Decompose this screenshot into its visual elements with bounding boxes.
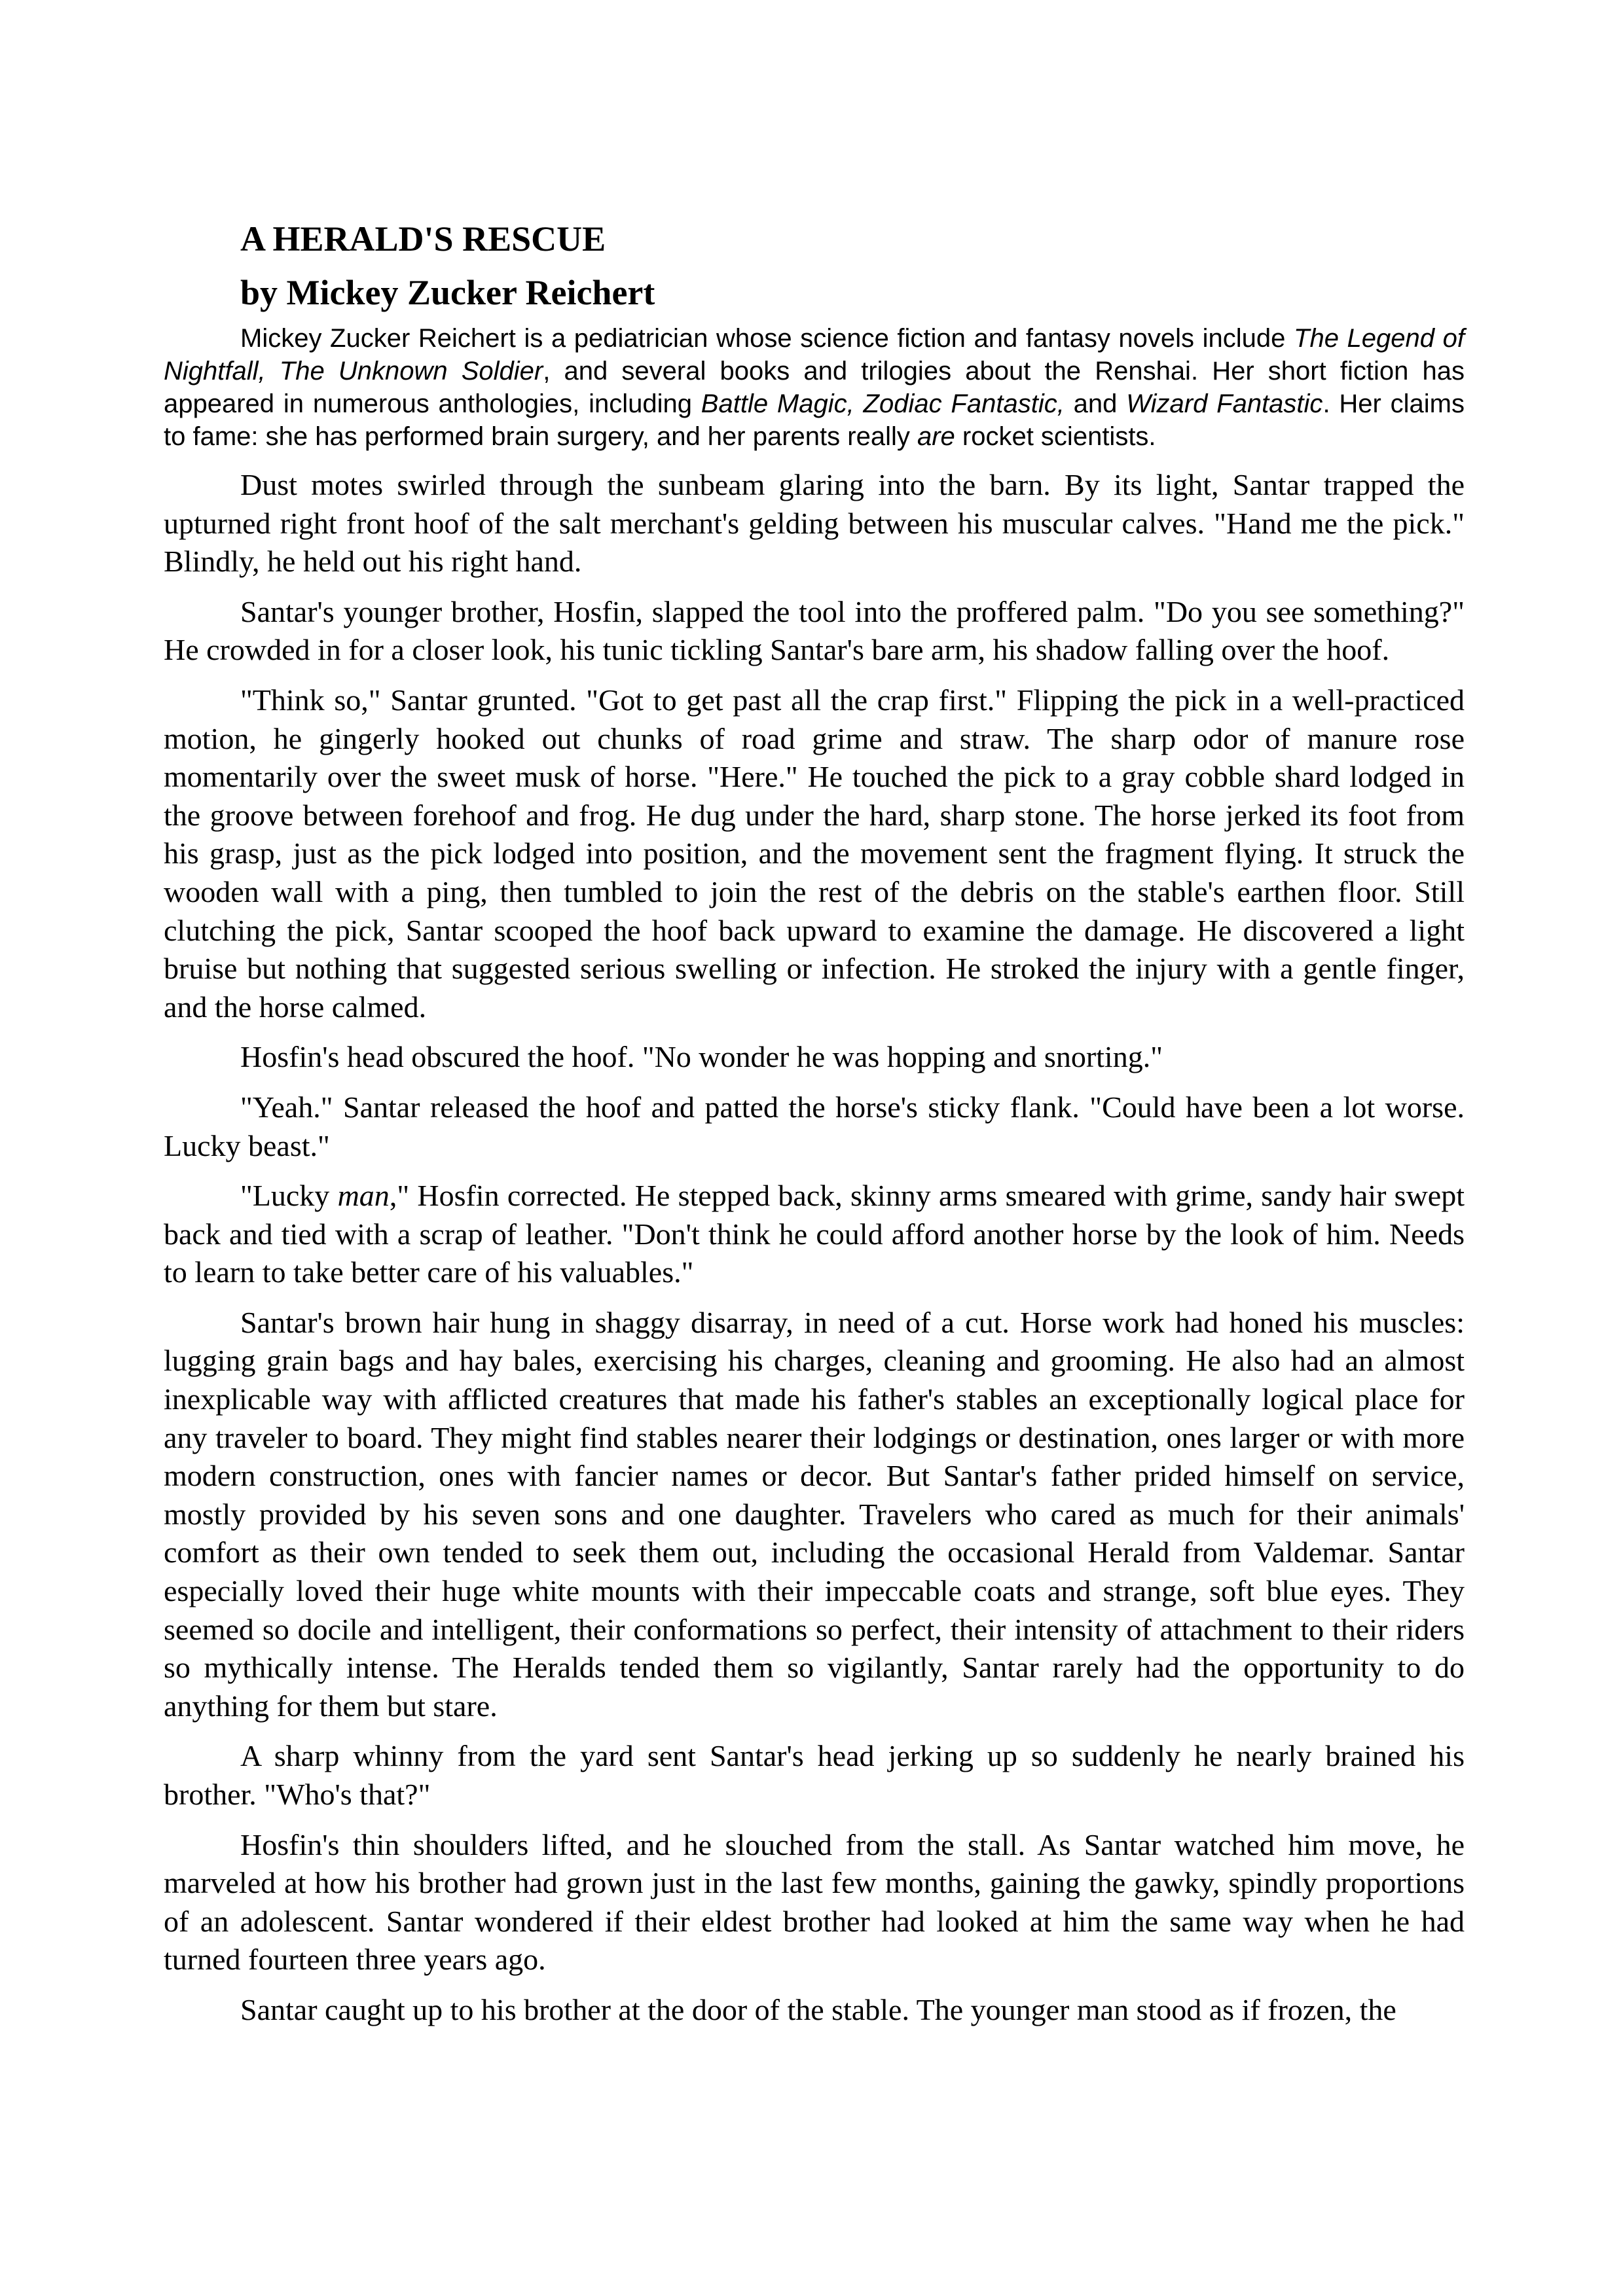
paragraph-6-start: "Lucky — [240, 1179, 338, 1213]
author-intro — [164, 322, 1465, 453]
paragraph-2: Santar's younger brother, Hosfin, slapped the tool into the proffered palm. "Do you see something?" He crowded in for a closer look, his tunic tickling Santar's bare arm, his shadow falling over the hoof. — [164, 594, 1465, 667]
paragraph-7: Santar's brown hair hung in shaggy disarray, in need of a cut. Horse work had honed his muscles: lugging grain bags and hay bales, exercising his charges, cleaning and grooming. He also had an almost inexplicable way with afflicted creatures that made his father's stables an exceptionally logical place for any traveler to board. They might find stables nearer their lodgings or destination, ones larger or with more modern construction, ones with fancier names or decor. But Santar's father prided himself on service, mostly provided by his seven sons and one daughter. Travelers who cared as much for their animals' comfort as their own tended to seek them out, including the occasional Herald from Valdemar. Santar especially loved their huge white mounts with their impeccable coats and strange, soft blue eyes. They seemed so docile and intelligent, their conformations so perfect, their intensity of attachment to their riders so mythically intense. The Heralds tended them so vigilantly, Santar rarely had the opportunity to do anything for them but stare. — [164, 1305, 1465, 1723]
document-page — [164, 216, 1465, 2041]
paragraph-8: A sharp whinny from the yard sent Santar's head jerking up so suddenly he nearly brained his brother. "Who's that?" — [164, 1739, 1465, 1811]
intro-text-4: . Her claims to fame: she has performed brain surgery, and her parents really — [164, 389, 1465, 451]
paragraph-3: "Think so," Santar grunted. "Got to get past all the crap first." Flipping the pick in a well-practiced motion, he gingerly hooked out chunks of road grime and straw. The sharp odor of manure rose momentarily over the sweet musk of horse. "Here." He touched the pick to a gray cobble shard lodged in the groove between forehoof and frog. He dug under the hard, sharp stone. The horse jerked its foot from his grasp, just as the pick lodged into position, and the movement sent the fragment flying. It struck the wooden wall with a ping, then tumbled to join the rest of the debris on the stable's earthen floor. Still clutching the pick, Santar scooped the hoof back upward to examine the damage. He discovered a light bruise but nothing that suggested serious swelling or infection. He stroked the injury with a gentle finger, and the horse calmed. — [164, 683, 1465, 1024]
paragraph-1: Dust motes swirled through the sunbeam glaring into the barn. By its light, Santar trapped the upturned right front hoof of the salt merchant's gelding between his muscular calves. "Hand me the pick." Blindly, he held out his right hand. — [164, 468, 1465, 579]
paragraph-6-rest: ," Hosfin corrected. He stepped back, skinny arms smeared with grime, sandy hair swept back and tied with a scrap of leather. "Don't think he could afford another horse by the look of him. Needs to learn to take better care of his valuables." — [164, 1179, 1465, 1289]
intro-text-5: rocket scientists. — [955, 422, 1156, 451]
intro-anthology-titles: Battle Magic, Zodiac Fantastic, — [701, 389, 1065, 418]
intro-anthology-title-2: Wizard Fantastic — [1126, 389, 1323, 418]
intro-emphasis: are — [917, 422, 955, 451]
intro-text-1: Mickey Zucker Reichert is a pediatrician whose science fiction and fantasy novels include — [240, 324, 1294, 353]
intro-text-2: , and several books and trilogies about the Renshai. Her short fiction has appeared in numerous anthologies, including — [164, 357, 1465, 418]
paragraph-6-emphasis: man — [337, 1179, 390, 1213]
intro-text-3: and — [1064, 389, 1127, 418]
paragraph-6 — [164, 1177, 1465, 1292]
paragraph-5: "Yeah." Santar released the hoof and patted the horse's sticky flank. "Could have been a lot worse. Lucky beast." — [164, 1090, 1465, 1162]
paragraph-4: Hosfin's head obscured the hoof. "No wonder he was hopping and snorting." — [240, 1040, 1163, 1074]
story-byline: by Mickey Zucker Reichert — [240, 273, 655, 312]
intro-book-titles: The Legend of Nightfall, The Unknown Soldier — [164, 324, 1465, 386]
paragraph-9: Hosfin's thin shoulders lifted, and he slouched from the stall. As Santar watched him move, he marveled at how his brother had grown just in the last few months, gaining the gawky, spindly proportions of an adolescent. Santar wondered if their eldest brother had looked at him the same way when he had turned fourteen three years ago. — [164, 1827, 1465, 1977]
paragraph-10: Santar caught up to his brother at the door of the stable. The younger man stood as if frozen, the — [240, 1992, 1396, 2026]
story-title: A HERALD'S RESCUE — [240, 219, 606, 259]
